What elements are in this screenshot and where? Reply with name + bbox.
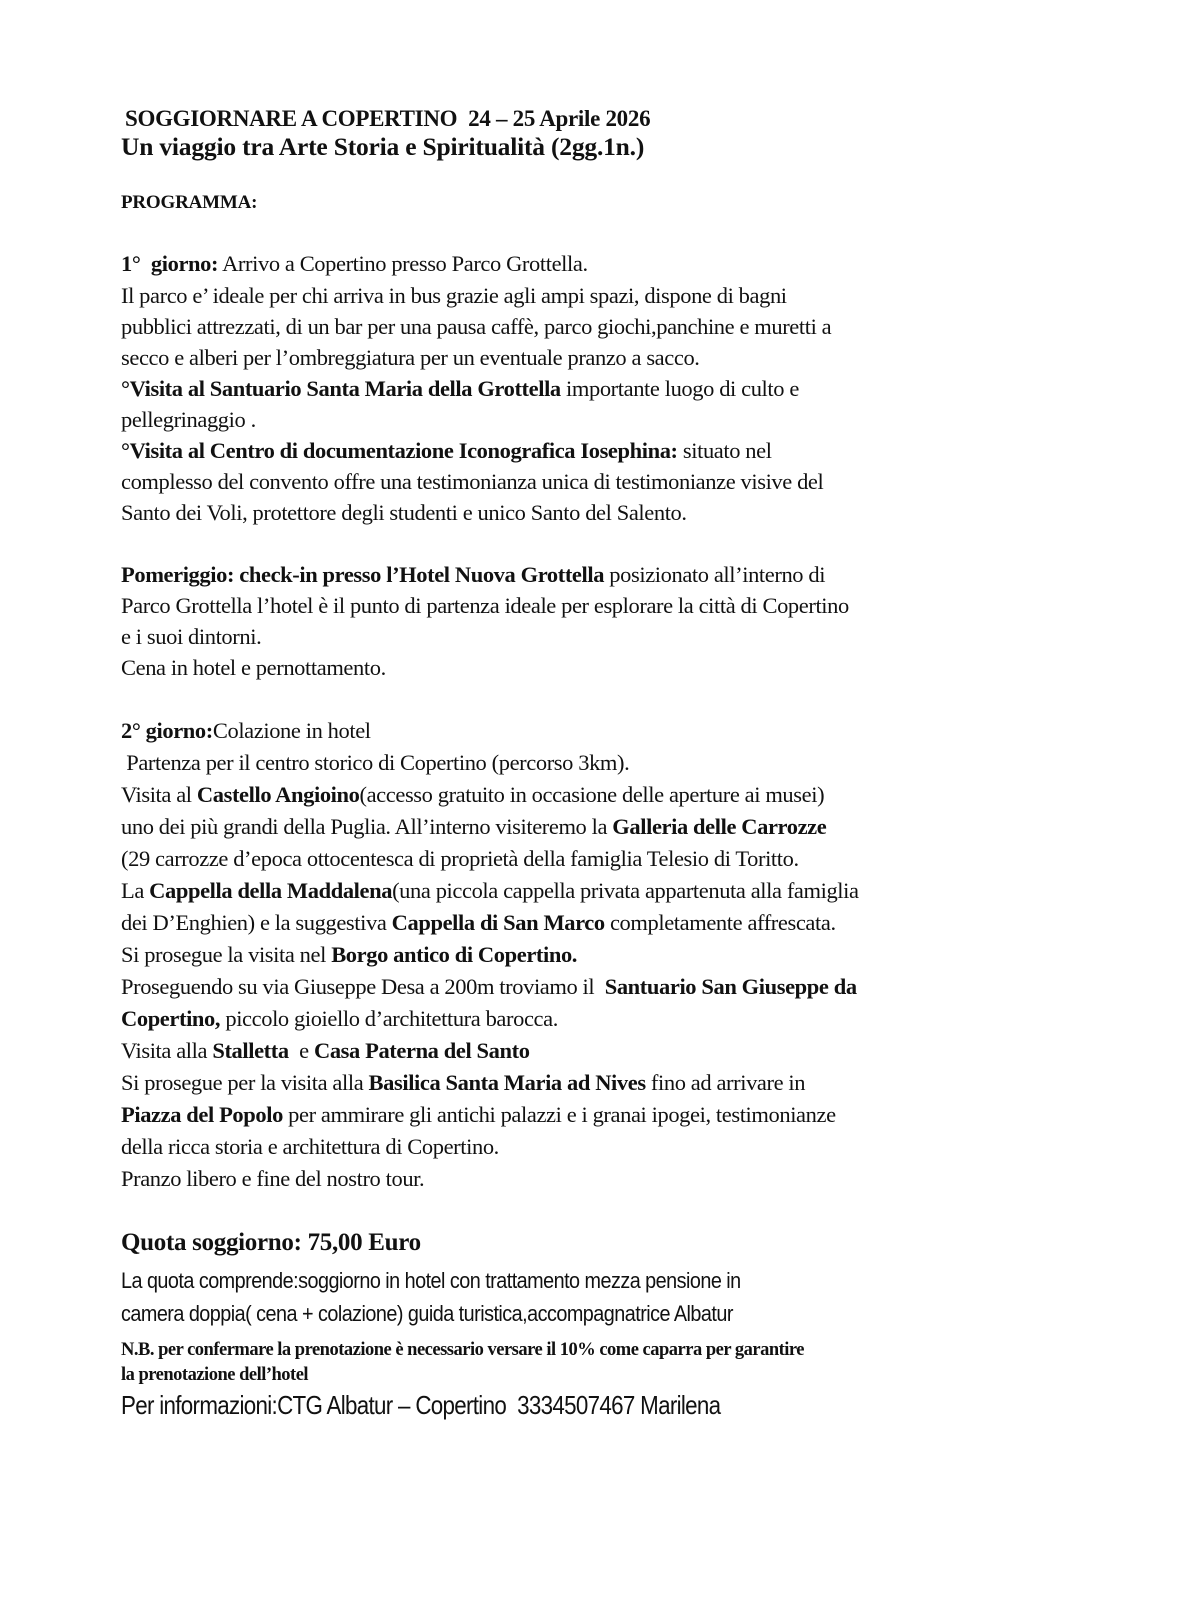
piazza-line (121, 1100, 836, 1130)
maddalena-line (121, 876, 859, 906)
text-segment: Visita alla (121, 1038, 213, 1063)
text-segment: piccolo gioiello d’architettura barocca. (220, 1006, 558, 1031)
visit-centro-title: °Visita al Centro di documentazione Iconografica Iosephina: (121, 438, 678, 463)
visit-santuario-title: °Visita al Santuario Santa Maria della Grottella (121, 376, 561, 401)
borgo-title: Borgo antico di Copertino. (331, 942, 578, 967)
stalletta-line (121, 1036, 530, 1066)
afternoon-title: Pomeriggio: check-in presso l’Hotel Nuova Grottella (121, 562, 605, 587)
visit-centro-desc: situato nel (677, 438, 772, 463)
nb-line: N.B. per confermare la prenotazione è necessario versare il 10% come caparra per garantire (121, 1340, 804, 1360)
text-segment: e (288, 1038, 314, 1063)
text-segment: fino ad arrivare in (645, 1070, 806, 1095)
departure-line: Partenza per il centro storico di Copertino (percorso 3km). (121, 750, 630, 775)
nb-line: la prenotazione dell’hotel (121, 1365, 309, 1385)
text-segment: uno dei più grandi della Puglia. All’interno visiteremo la (121, 814, 613, 839)
maddalena-title: Cappella della Maddalena (149, 878, 393, 903)
day1-heading (121, 249, 588, 279)
dinner-line: Cena in hotel e pernottamento. (121, 655, 386, 680)
santuario-san-giuseppe-line (121, 972, 857, 1002)
day2-label: 2° giorno: (121, 718, 213, 743)
santuario-san-giuseppe-cont (121, 1004, 558, 1034)
basilica-line (121, 1068, 805, 1098)
text-segment: Proseguendo su via Giuseppe Desa a 200m troviamo il (121, 974, 605, 999)
santuario-san-giuseppe-title-cont: Copertino, (121, 1006, 221, 1031)
basilica-title: Basilica Santa Maria ad Nives (368, 1070, 646, 1095)
visit-centro-cont: complesso del convento offre una testimonianza unica di testimonianze visive del (121, 469, 824, 494)
san-marco-title: Cappella di San Marco (391, 910, 605, 935)
document-subtitle: Un viaggio tra Arte Storia e Spiritualità (2gg.1n.) (121, 132, 645, 161)
text-segment: Si prosegue la visita nel (121, 942, 332, 967)
contact-info: Per informazioni:CTG Albatur – Copertino 3334507467 Marilena (121, 1390, 721, 1420)
day1-label: 1° giorno: (121, 251, 219, 276)
text-segment: La (121, 878, 150, 903)
day2-heading (121, 716, 371, 746)
afternoon-cont: Parco Grottella l’hotel è il punto di partenza ideale per esplorare la città di Copertino (121, 593, 849, 618)
visit-santuario-cont: pellegrinaggio . (121, 407, 256, 432)
text-segment: per ammirare gli antichi palazzi e i granai ipogei, testimonianze (282, 1102, 836, 1127)
park-line: pubblici attrezzati, di un bar per una pausa caffè, parco giochi,panchine e muretti a (121, 314, 832, 339)
afternoon-line (121, 560, 825, 590)
castello-title: Castello Angioino (196, 782, 360, 807)
programma-heading: PROGRAMMA: (121, 192, 258, 213)
afternoon-cont: e i suoi dintorni. (121, 624, 262, 649)
storia-line: della ricca storia e architettura di Copertino. (121, 1134, 499, 1159)
galleria-line (121, 812, 826, 842)
text-segment: completamente affrescata. (604, 910, 836, 935)
text-segment: Visita al (121, 782, 197, 807)
text-segment: Si prosegue per la visita alla (121, 1070, 369, 1095)
castello-line (121, 780, 824, 810)
san-marco-line (121, 908, 836, 938)
visit-centro-cont: Santo dei Voli, protettore degli studenti e unico Santo del Salento. (121, 500, 687, 525)
stalletta-title: Stalletta (212, 1038, 289, 1063)
visit-centro-line (121, 436, 772, 466)
park-line: secco e alberi per l’ombreggiatura per un eventuale pranzo a sacco. (121, 345, 700, 370)
visit-santuario-desc: importante luogo di culto e (560, 376, 799, 401)
carrozze-line: (29 carrozze d’epoca ottocentesca di proprietà della famiglia Telesio di Toritto. (121, 846, 799, 871)
includes-line: camera doppia( cena + colazione) guida turistica,accompagnatrice Albatur (121, 1301, 733, 1326)
document-title: SOGGIORNARE A COPERTINO 24 – 25 Aprile 2026 (125, 106, 651, 131)
casa-paterna-title: Casa Paterna del Santo (313, 1038, 530, 1063)
santuario-san-giuseppe-title: Santuario San Giuseppe da (604, 974, 857, 999)
pranzo-line: Pranzo libero e fine del nostro tour. (121, 1166, 425, 1191)
afternoon-desc: posizionato all’interno di (604, 562, 826, 587)
day2-intro: Colazione in hotel (212, 718, 371, 743)
text-segment: (una piccola cappella privata appartenuta alla famiglia (392, 878, 859, 903)
price-heading: Quota soggiorno: 75,00 Euro (121, 1229, 421, 1256)
text-segment: (accesso gratuito in occasione delle aperture ai musei) (359, 782, 825, 807)
park-line: Il parco e’ ideale per chi arriva in bus grazie agli ampi spazi, dispone di bagni (121, 283, 787, 308)
includes-line: La quota comprende:soggiorno in hotel con trattamento mezza pensione in (121, 1268, 741, 1293)
day1-intro: Arrivo a Copertino presso Parco Grottella. (218, 251, 588, 276)
visit-santuario-line (121, 374, 799, 404)
piazza-title: Piazza del Popolo (121, 1102, 283, 1127)
galleria-title: Galleria delle Carrozze (612, 814, 827, 839)
borgo-line (121, 940, 577, 970)
text-segment: dei D’Enghien) e la suggestiva (121, 910, 392, 935)
